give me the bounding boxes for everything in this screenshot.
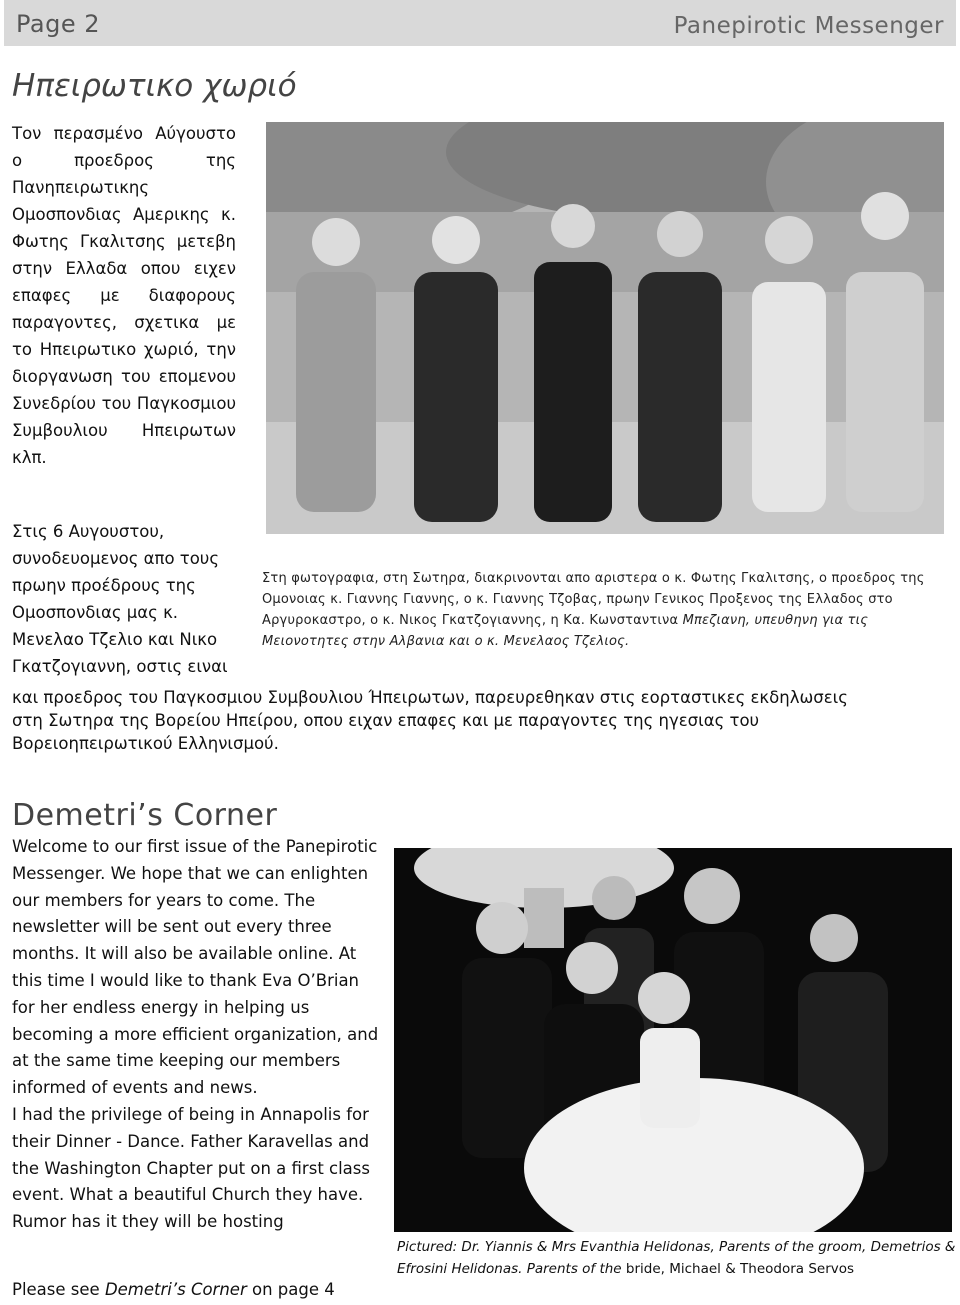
article2-body (12, 834, 382, 1236)
group-photo-caption (262, 568, 942, 652)
wedding-photo-caption-italic: Pictured: Dr. Yiannis & Mrs Evanthia Helidonas, Parents of the groom, Demetrios & Efrosini Helidonas. Parents of the (397, 1239, 956, 1277)
article2-title: Demetri’s Corner (12, 798, 278, 833)
article1-paragraph-1: Τον περασμένο Αύγουστο ο πρoεδρος της Πανηπειρωτικης Ομοσπονδιας Αμερικης κ. Φωτης Γκαλιτσης μετεβη στην Ελλαδα οπου ειχεν επαφες με διαφορους παραγοντες, σχετικα με το Ηπειρωτικο χωριό, την διοργανωση του επομενου Συνεδρίου του Παγκοσμιου Συμβουλιου Ηπειρωτων κλπ. (12, 124, 236, 467)
continued-note (12, 1280, 335, 1299)
continued-prefix: Please see (12, 1280, 105, 1299)
group-photo-caption-text: Στη φωτογραφια, στη Σωτηρα, διακρινονται απο αριστερα ο κ. Φωτης Γκαλιτσης, ο προεδρος της Ομονοιας κ. Γιαννης Γιαννης, ο κ. Γιαννης Τζοβας, πρωην Γενικος Προξενος της Ελλαδος στο Αργυροκαστρο, ο κ. Νικος Γκατζογιαννης, η Κα. Κωνσταντινα (262, 571, 925, 628)
group-photo-caption-italic: Μπεζιανη, υπευθηνη για τις Μειονοτητες στην Αλβανια και ο κ. Μενελαος Τζελιος. (262, 613, 869, 649)
wedding-photo-caption-text: bride, Michael & Theodora Servos (621, 1261, 855, 1277)
publication-name: Panepirotic Messenger (673, 13, 944, 39)
article1-paragraph-2-start: Στις 6 Αυγουστου, συνοδευομενος απο τους πρωην προέδρους της Ομοσπονδιας μας κ. Μενελαο Τζελιο και Νικο Γκατζογιαννη, οστις ειναι (12, 522, 228, 676)
article1-paragraph-2-continued: και προεδρος του Παγκοσμιου Συμβουλιου Ήπειρωτων, παρευρεθηκαν στις εορταστικες εκδηλωσεις στη Σωτηρα της Βορείου Ηπείρου, οπου ειχαν επαφες και με παραγοντες της ηγεσιας του Βορειοηπειρωτικού Ελληνισμού. (12, 688, 848, 753)
article2-paragraph-2: I had the privilege of being in Annapolis for their Dinner - Dance. Father Karavellas and the Washington Chapter put on a first class event. What a beautiful Church they have. Rumor has it they will be hosting (12, 1104, 370, 1232)
continued-suffix: on page 4 (246, 1280, 335, 1299)
group-photo (266, 122, 944, 534)
wedding-photo (394, 848, 952, 1232)
article2-paragraph-1: Welcome to our first issue of the Panepirotic Messenger. We hope that we can enlighten our members for years to come. The newsletter will be sent out every three months. It will also be available online. At this time I would like to thank Eva O’Brian for her endless energy in helping us becoming a more efficient organization, and at the same time keeping our members informed of events and news. (12, 837, 379, 1098)
page-header (4, 0, 956, 46)
article1-title: Ηπειρωτικο χωριό (12, 68, 297, 104)
continued-title: Demetri’s Corner (104, 1280, 247, 1299)
wedding-photo-caption (397, 1236, 957, 1280)
page-number: Page 2 (16, 10, 100, 38)
